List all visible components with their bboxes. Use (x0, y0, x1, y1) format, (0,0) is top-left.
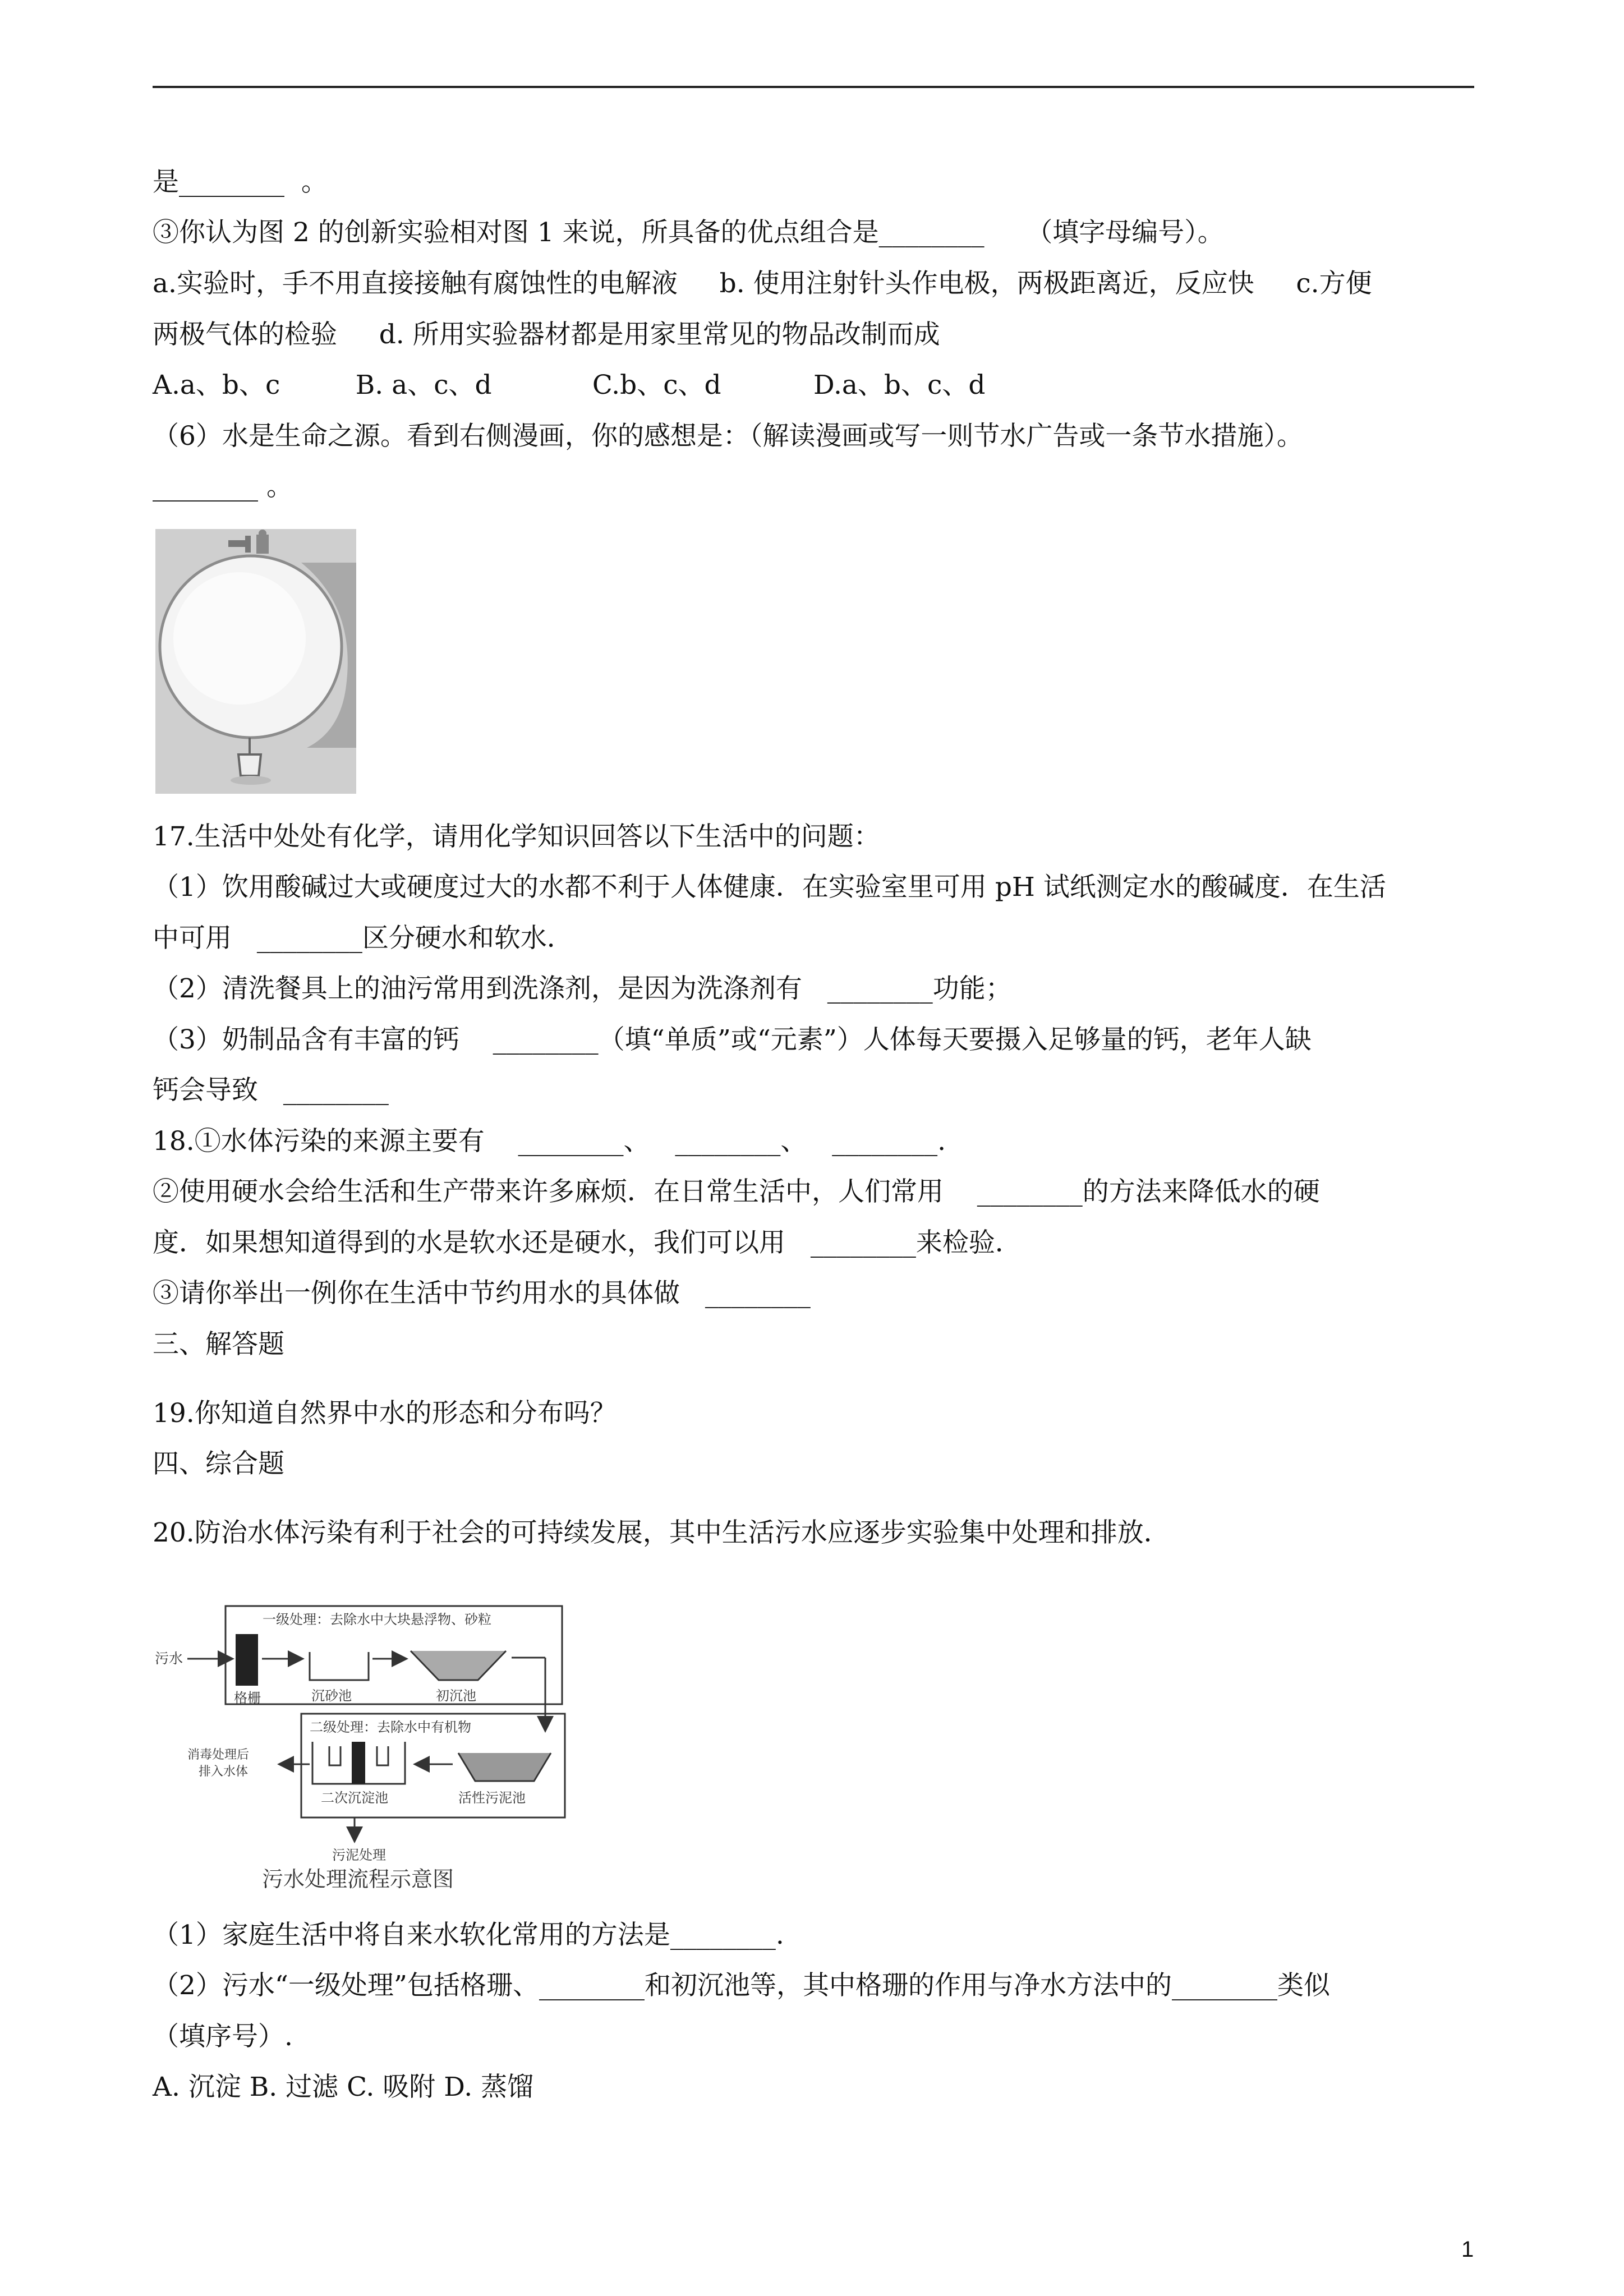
text-line: 17.生活中处处有化学，请用化学知识回答以下生活中的问题： (153, 821, 880, 852)
primary-tank-shape (411, 1651, 506, 1680)
text-line: 是________ 。 (153, 167, 328, 197)
text-line: 18.①水体污染的来源主要有 ________、 ________、 ________. (153, 1126, 946, 1157)
sludge-label: 污泥处理 (332, 1847, 386, 1863)
text-line: 19.你知道自然界中水的形态和分布吗？ (153, 1398, 617, 1429)
text-line: ③你认为图 2 的创新实验相对图 1 来说，所具备的优点组合是________ （填字母编号）。 (153, 217, 1224, 248)
inlet-label: 污水 (155, 1650, 183, 1667)
secondary-tank-label: 二次沉淀池 (321, 1790, 388, 1806)
flowchart-diagram (153, 1602, 601, 1893)
text-line: （3）奶制品含有丰富的钙 ________（填“单质”或“元素”）人体每天要摄入足够量的钙，老年人缺 (153, 1024, 1312, 1055)
text-line: A. 沉淀 B. 过滤 C. 吸附 D. 蒸馏 (153, 2072, 534, 2102)
text-line: 度．如果想知道得到的水是软水还是硬水，我们可以用 ________来检验． (153, 1227, 1022, 1258)
text-line: ②使用硬水会给生活和生产带来许多麻烦．在日常生活中，人们常用 ________的方法来降低水的硬 (153, 1176, 1320, 1207)
grit-tank-shape (310, 1652, 369, 1680)
section-heading: 三、解答题 (153, 1329, 284, 1360)
grate-shape (236, 1634, 258, 1686)
text-line: （1）家庭生活中将自来水软化常用的方法是________. (153, 1920, 784, 1950)
sludge-tank-label: 活性污泥池 (458, 1790, 526, 1806)
grit-tank-label: 沉砂池 (311, 1688, 352, 1704)
page-number: 1 (1461, 2237, 1474, 2262)
text-line: ③请你举出一例你在生活中节约用水的具体做 ________ (153, 1278, 811, 1309)
cartoon-image (155, 529, 356, 794)
text-line: 20.防治水体污染有利于社会的可持续发展，其中生活污水应逐步实验集中处理和排放． (153, 1517, 1170, 1548)
outlet-label: 排入水体 (199, 1765, 249, 1779)
text-line: （1）饮用酸碱过大或硬度过大的水都不利于人体健康．在实验室里可用 pH 试纸测定水的酸碱度．在生活 (153, 872, 1386, 903)
stage1-title: 一级处理：去除水中大块悬浮物、砂粒 (263, 1612, 491, 1627)
text-line: 中可用 ________区分硬水和软水． (153, 923, 573, 954)
primary-tank-label: 初沉池 (436, 1688, 476, 1704)
text-line: （2）污水“一级处理”包括格珊、________和初沉池等，其中格珊的作用与净水方法中的________类似 (153, 1970, 1330, 2001)
header-rule (153, 86, 1474, 88)
text-line: a.实验时，手不用直接接触有腐蚀性的电解液 b. 使用注射针头作电极，两极距离近，反应快 c.方便 (153, 268, 1372, 299)
text-line: A.a、b、c B. a、c、d C.b、c、d D.a、b、c、d (153, 370, 986, 401)
text-line: 钙会导致 ________ (153, 1075, 389, 1106)
section-heading: 四、综合题 (153, 1448, 284, 1479)
text-line: （填序号）. (153, 2021, 293, 2052)
text-line: （2）清洗餐具上的油污常用到洗涤剂，是因为洗涤剂有 ________功能； (153, 973, 1012, 1004)
text-line: （6）水是生命之源。看到右侧漫画，你的感想是：（解读漫画或写一则节水广告或一条节水措施）。 (153, 421, 1303, 452)
grate-label: 格栅 (234, 1690, 261, 1706)
sludge-tank-shape (458, 1753, 551, 1781)
flowchart-caption: 污水处理流程示意图 (262, 1867, 454, 1892)
stage2-title: 二级处理：去除水中有机物 (310, 1719, 471, 1735)
outlet-label: 消毒处理后 (187, 1748, 250, 1762)
text-line: 两极气体的检验 d. 所用实验器材都是用家里常见的物品改制而成 (153, 319, 940, 350)
text-line: ________ 。 (153, 471, 293, 502)
